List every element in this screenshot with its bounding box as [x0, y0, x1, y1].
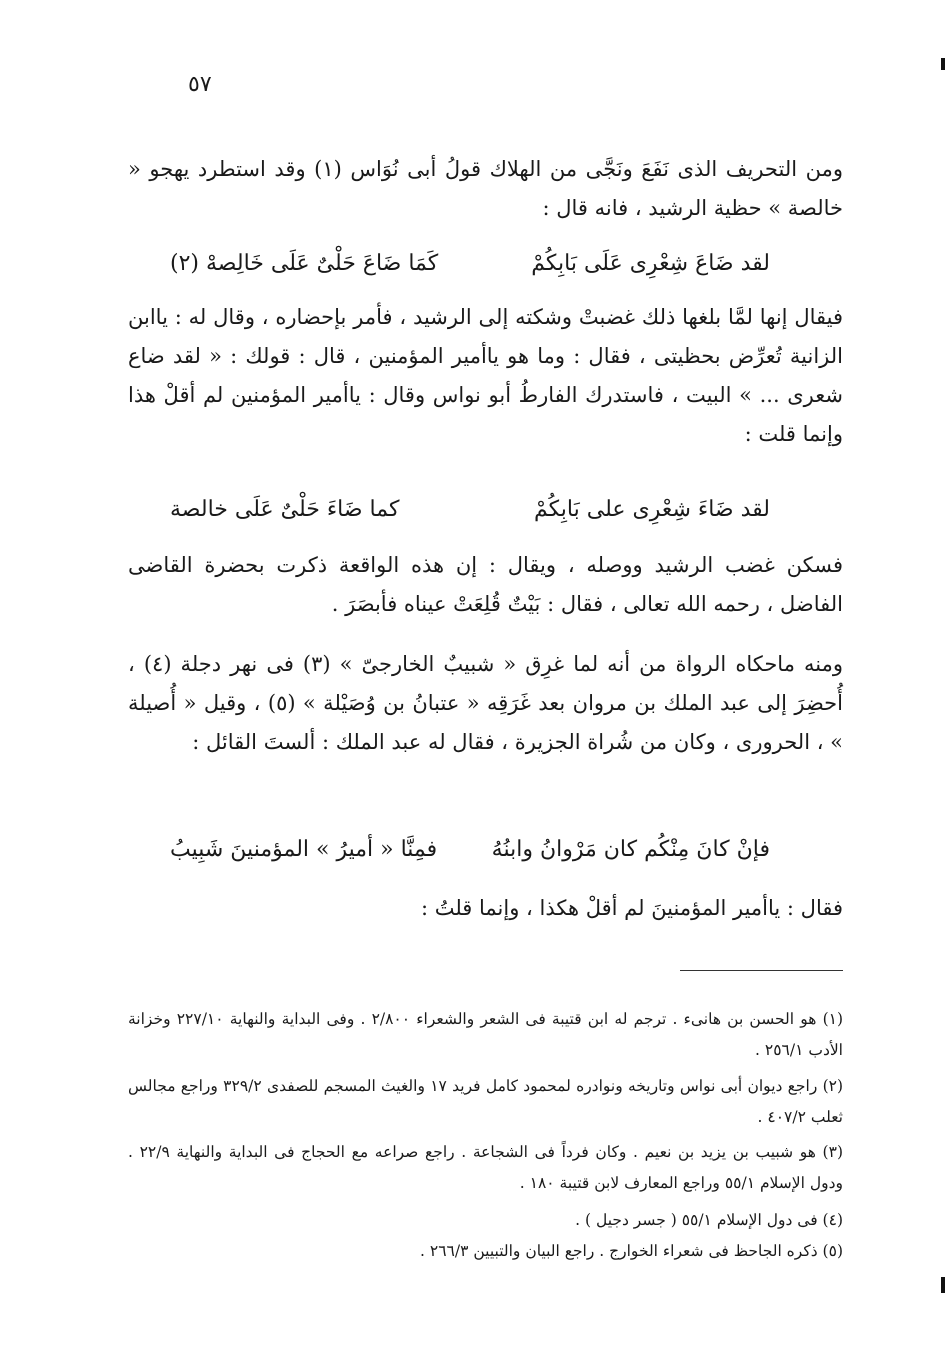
footnote-5: (٥) ذكره الجاحظ فى شعراء الخوارج . راجع البيان والتبيين ٢٦٦/٣ . — [420, 1242, 843, 1260]
scan-edge-mark-top — [941, 58, 945, 70]
verse-marwan-first-hemistich: فإنْ كانَ مِنْكُم كان مَرْوانُ وابنُهُ — [491, 837, 770, 862]
footnote-1: (١) هو الحسن بن هانىء . ترجم له ابن قتيبة فى الشعر والشعراء ٢/٨٠٠ . وفى البداية والنهاية ٢٢٧/١٠ وخزانة الأدب ٢٥٦/١ . — [128, 1010, 844, 1059]
verse-shone-second-hemistich: كما ضَاءَ حَلْىٌ عَلَى خالصة — [170, 497, 400, 522]
paragraph-qadi-fadil: فسكن غضب الرشيد ووصله ، ويقال : إن هذه الواقعة ذكرت بحضرة القاضى الفاضل ، رحمه الله تعالى ، فقال : بَيْتٌ قُلِعَتْ عيناه فأبصَرَ . — [128, 553, 843, 616]
scan-edge-mark-bottom — [941, 1277, 945, 1293]
footnote-separator — [680, 970, 843, 971]
verse-marwan-second-hemistich: فمِنَّا « أميرُ » المؤمنينَ شَبِيبُ — [170, 837, 438, 862]
verse-lost-first-hemistich: لقد ضَاعَ شِعْرِى عَلَى بَابِكُمْ — [531, 251, 770, 276]
paragraph-abu-nuwas-intro: ومن التحريف الذى نَفَعَ ونَجَّى من الهلاك قولُ أبى نُوَاس (١) وقد استطرد يهجو « خالصة » حظية الرشيد ، فانه قال : — [128, 157, 843, 220]
page-number: ٥٧ — [188, 72, 212, 97]
verse-marwan — [170, 830, 770, 870]
verse-shone — [170, 490, 770, 530]
verse-shone-first-hemistich: لقد ضَاءَ شِعْرِى على بَابِكُمْ — [534, 497, 770, 522]
verse-lost — [170, 244, 770, 284]
paragraph-shabib-story: ومنه ماحكاه الرواة من أنه لما غرِق « شبيبٌ الخارجىّ » (٣) فى نهر دجلة (٤) ، أُحضِرَ إلى عبد الملك بن مروان بعد غَرَقِه « عتبانُ بن وُصَيْلة » (٥) ، وقيل « أُصيلة » ، الحرورى ، وكان من شُراة الجزيرة ، فقال له عبد الملك : ألستَ القائل : — [128, 652, 843, 754]
footnote-4: (٤) فى دول الإسلام ٥٥/١ ( جسر دجيل ) . — [575, 1211, 843, 1229]
verse-lost-second-hemistich: كَمَا ضَاعَ حَلْىٌ عَلَى خَالِصهْ (٢) — [170, 251, 439, 276]
footnote-3: (٣) هو شبيب بن يزيد بن نعيم . وكان فرداً فى الشجاعة . راجع صراعه مع الحجاج فى البداية والنهاية ٢٢/٩ . ودول الإسلام ٥٥/١ وراجع المعارف لابن قتيبة ١٨٠ . — [128, 1143, 843, 1192]
footnote-2: (٢) راجع ديوان أبى نواس وتاريخه ونوادره لمحمود كامل فريد ١٧ والغيث المسجم للصفدى ٣٢٩/٢ وراجع مجالس ثعلب ٤٠٧/٢ . — [128, 1077, 844, 1126]
paragraph-rashid-anger: فيقال إنها لمَّا بلغها ذلك غضبتْ وشكته إلى الرشيد ، فأمر بإحضاره ، وقال له : ياابن الزانية تُعرِّض بحظيتى ، فقال : وما هو ياأمير المؤمنين ، قال : قولك : « لقد ضاع شعرى ... » البيت ، فاستدرك الفارطُ أبو نواس وقال : ياأمير المؤمنين لم أقلْ هذا وإنما قلت : — [128, 305, 843, 446]
paragraph-reply: فقال : ياأمير المؤمنينَ لم أقلْ هكذا ، وإنما قلتُ : — [420, 896, 843, 920]
